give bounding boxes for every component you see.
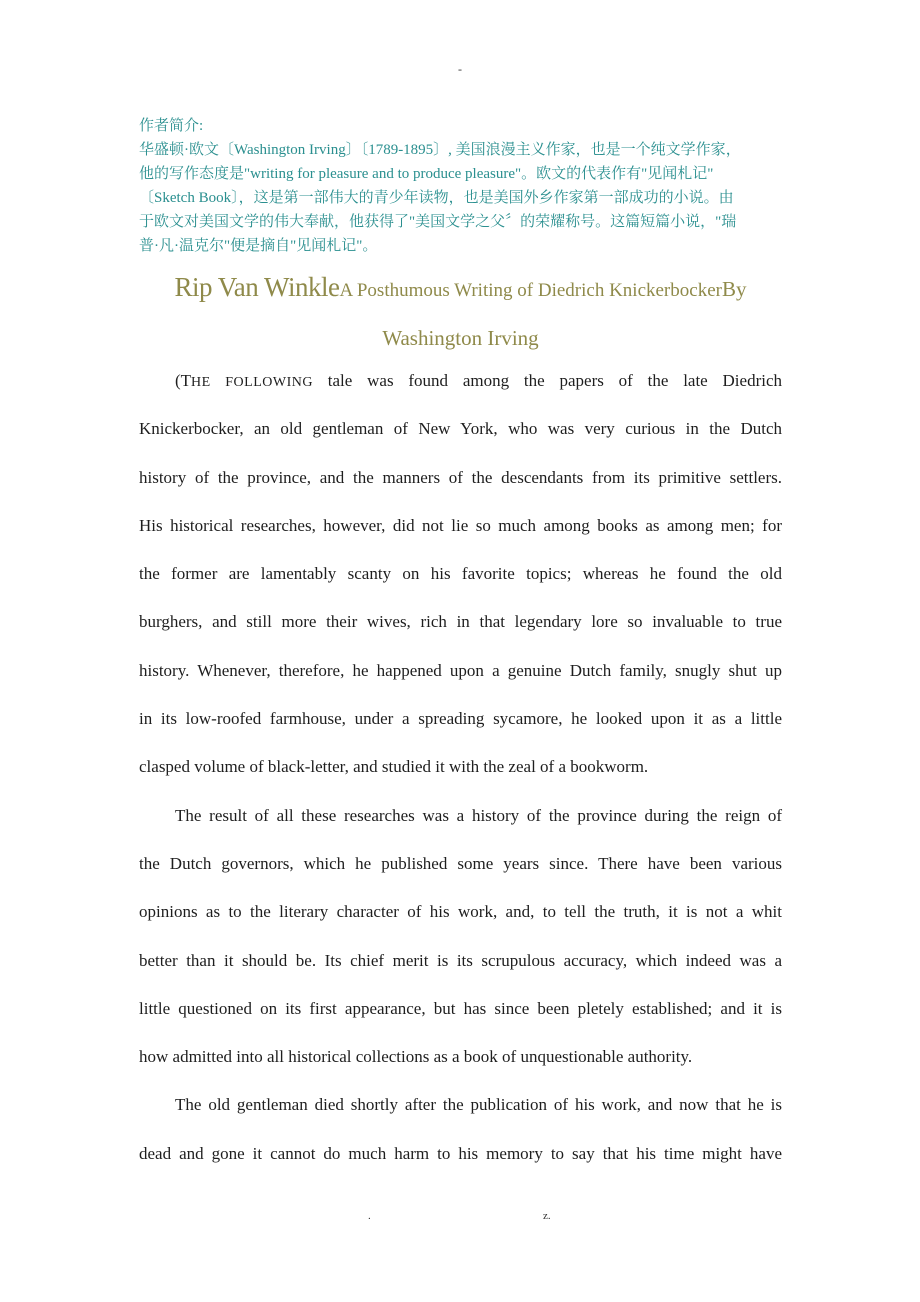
header-mark: - [458,62,462,76]
paragraph-line: how admitted into all historical collections as a book of unquestionable authority. [139,1047,693,1067]
small-caps-text: HE FOLLOWING [191,375,313,390]
paragraph-line: little questioned on its first appearance, but has since been pletely established; and it is [139,998,782,1018]
paragraph-line: burghers, and still more their wives, rich in that legendary lore so invaluable to true [139,612,782,632]
story-author: Washington Irving [382,326,539,350]
paragraph-line: better than it should be. Its chief merit is its scrupulous accuracy, which indeed was a [139,950,782,970]
footer-right-mark: z. [543,1210,551,1222]
author-introduction [139,114,782,258]
paragraph-line: history. Whenever, therefore, he happened upon a genuine Dutch family, snugly shut up [139,660,782,680]
paragraph-line: in its low-roofed farmhouse, under a spreading sycamore, he looked upon it as a little [139,709,782,729]
story-title-block [139,264,782,361]
intro-line: 华盛顿·欧文〔Washington Irving〕〔1789-1895〕, 美国浪漫主义作家，也是一个纯文学作家， [139,142,741,158]
intro-line: 于欧文对美国文学的伟大奉献，他获得了"美国文学之父〞的荣耀称号。这篇短篇小说，"瑞 [139,214,737,230]
story-body [139,357,782,1178]
paragraph-line: the Dutch governors, which he published some years since. There have been various [139,853,782,873]
paragraph-line: His historical researches, however, did not lie so much among books as among men; for [139,515,782,535]
footer-left-mark: . [368,1210,371,1222]
paragraph-line: history of the province, and the manners of the descendants from its primitive settlers. [139,467,782,487]
paragraph-line: The old gentleman died shortly after the publication of his work, and now that he is [175,1095,782,1115]
paragraph-line: (THE FOLLOWING tale was found among the papers of the late Diedrich [175,371,783,390]
paragraph-3 [139,1081,782,1178]
intro-line: 普·凡·温克尔"便是摘自"见闻札记"。 [139,238,378,254]
title-line-1 [139,264,782,315]
intro-line: 〔Sketch Book〕，这是第一部伟大的青少年读物，也是美国外乡作家第一部成功的小说。由 [139,190,734,206]
paragraph-line: The result of all these researches was a history of the province during the reign of [175,805,782,825]
intro-heading: 作者简介: [139,118,204,134]
intro-line: 他的写作态度是"writing for pleasure and to produce pleasure"。欧文的代表作有"见闻札记" [139,166,714,182]
paragraph-line: clasped volume of black-letter, and studied it with the zeal of a bookworm. [139,757,649,777]
paragraph-2 [139,792,782,1082]
paragraph-line: the former are lamentably scanty on his favorite topics; whereas he found the old [139,564,782,584]
paragraph-line: opinions as to the literary character of his work, and, to tell the truth, it is not a whit [139,902,782,922]
paragraph-line: Knickerbocker, an old gentleman of New York, who was very curious in the Dutch [139,419,782,439]
paragraph-line: dead and gone it cannot do much harm to his memory to say that his time might have [139,1143,782,1163]
story-subtitle: A Posthumous Writing of Diedrich Knickerbocker [339,280,722,301]
paragraph-1 [139,357,782,792]
story-title: Rip Van Winkle [174,272,340,302]
title-by: By [721,277,747,301]
